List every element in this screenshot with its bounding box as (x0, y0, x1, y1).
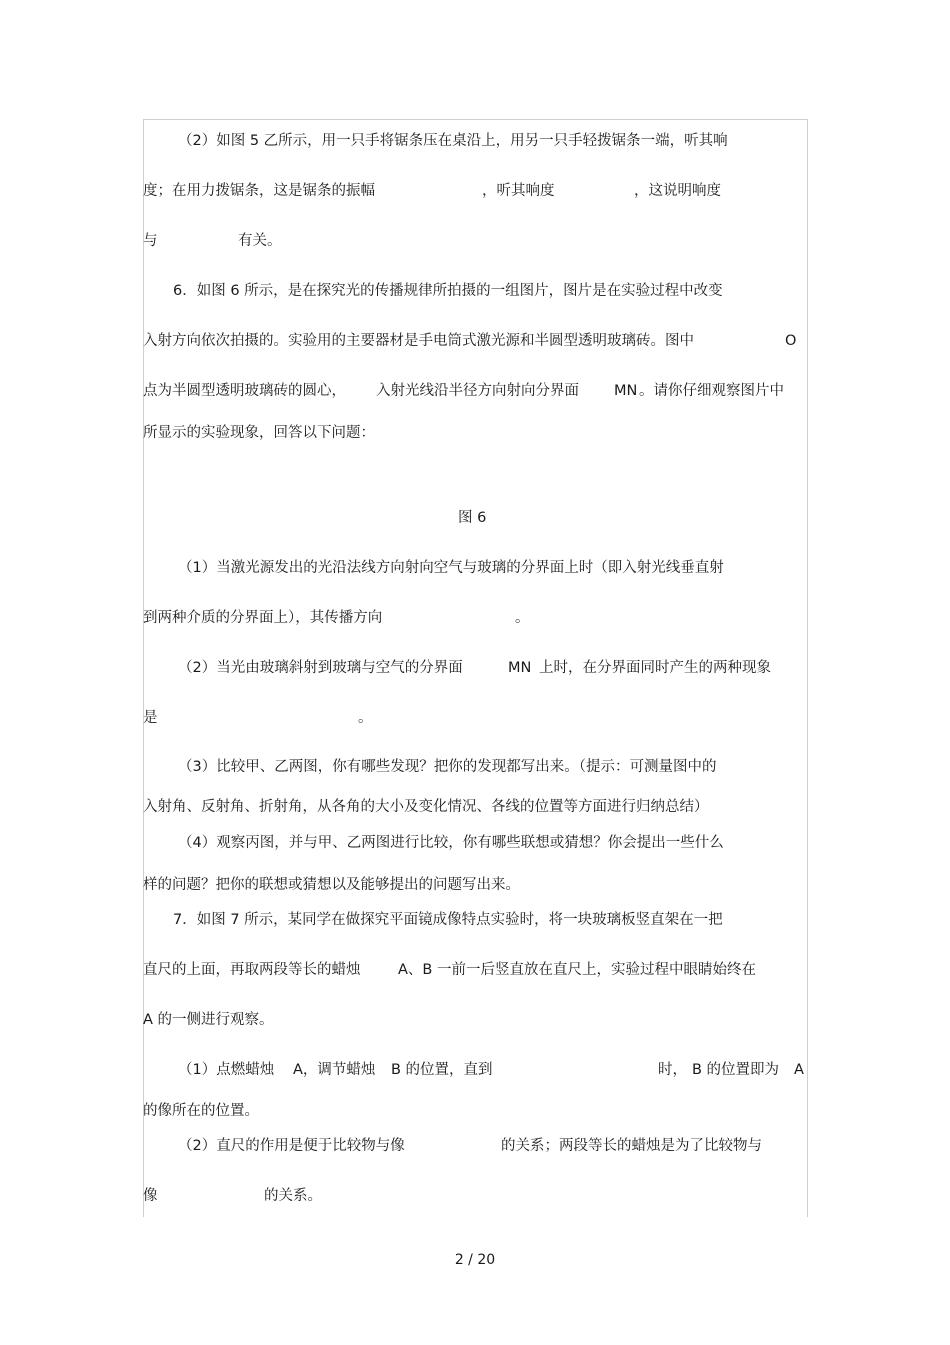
q7-part1-line1a: （1）点燃蜡烛 (178, 1062, 275, 1078)
q7-part1-line1f: A (794, 1062, 804, 1078)
q5-part2-line1: （2）如图 5 乙所示，用一只手将锯条压在桌沿上，用另一只手轻拨锯条一端，听其响 (178, 133, 728, 149)
q7-line3: A 的一侧进行观察。 (143, 1012, 274, 1028)
q6-part4-line1: （4）观察丙图，并与甲、乙两图进行比较，你有哪些联想或猜想？你会提出一些什么 (178, 835, 724, 851)
page-frame-top (143, 119, 807, 120)
q7-part1-line1d: 时， (658, 1062, 687, 1078)
page-frame-right (807, 119, 808, 1217)
q6-line3a: 点为半圆型透明玻璃砖的圆心， (143, 383, 346, 399)
q7-part1-line1e: B 的位置即为 (692, 1062, 780, 1078)
q5-part2-line2c: ，这说明响度 (634, 183, 721, 199)
q6-part3-line1: （3）比较甲、乙两图，你有哪些发现？把你的发现都写出来。（提示：可测量图中的 (178, 759, 717, 775)
figure-6-caption: 图 6 (458, 510, 487, 526)
q5-part2-line2a: 度；在用力拨锯条，这是锯条的振幅 (143, 183, 375, 199)
q6-line3b: 入射光线沿半径方向射向分界面 (376, 383, 579, 399)
q6-part2-line1b: 上时，在分界面同时产生的两种现象 (539, 660, 771, 676)
q6-line2: 入射方向依次拍摄的。实验用的主要器材是手电筒式激光源和半圆型透明玻璃砖。图中 (143, 333, 694, 349)
q7-line1: 7．如图 7 所示，某同学在做探究平面镜成像特点实验时，将一块玻璃板竖直架在一把 (173, 912, 723, 928)
q6-part2-line2b: 。 (358, 710, 373, 726)
q7-line2a: 直尺的上面，再取两段等长的蜡烛 (143, 962, 361, 978)
q7-part2-line2a: 像 (143, 1188, 158, 1204)
q6-part3-line2: 入射角、反射角、折射角，从各角的大小及变化情况、各线的位置等方面进行归纳总结） (143, 799, 709, 815)
q6-line3c: 。请你仔细观察图片中 (639, 383, 784, 399)
q6-line1: 6．如图 6 所示，是在探究光的传播规律所拍摄的一组图片，图片是在实验过程中改变 (173, 283, 723, 299)
q7-part1-line1c: B 的位置，直到 (391, 1062, 493, 1078)
q6-part2-line2a: 是 (143, 710, 158, 726)
q7-part2-line2b: 的关系。 (264, 1188, 322, 1204)
q7-part1-line2: 的像所在的位置。 (143, 1103, 259, 1119)
q6-part2-line1a: （2）当光由玻璃斜射到玻璃与空气的分界面 (178, 660, 463, 676)
q6-part1-line1: （1）当激光源发出的光沿法线方向射向空气与玻璃的分界面上时（即入射光线垂直射 (178, 560, 724, 576)
q7-line2b: A、B 一前一后竖直放在直尺上，实验过程中眼睛始终在 (398, 962, 756, 978)
q6-line3-mn: MN (614, 383, 638, 399)
q7-part2-line1b: 的关系；两段等长的蜡烛是为了比较物与 (501, 1138, 762, 1154)
page-number: 2 / 20 (454, 1252, 496, 1268)
q6-part1-line2a: 到两种介质的分界面上），其传播方向 (143, 610, 383, 626)
page-frame-left (143, 119, 144, 1217)
q7-part2-line1a: （2）直尺的作用是便于比较物与像 (178, 1138, 405, 1154)
q6-part2-line1-mn: MN (508, 660, 532, 676)
q7-part1-line1b: A，调节蜡烛 (293, 1062, 376, 1078)
q6-line4: 所显示的实验现象，回答以下问题： (143, 425, 375, 441)
q5-part2-line2b: ，听其响度 (482, 183, 555, 199)
q6-part1-line2b: 。 (515, 610, 530, 626)
q5-part2-line3a: 与 (143, 233, 158, 249)
q5-part2-line3b: 有关。 (238, 233, 282, 249)
q6-line2-o: O (785, 333, 797, 349)
q6-part4-line2: 样的问题？把你的联想或猜想以及能够提出的问题写出来。 (143, 877, 520, 893)
